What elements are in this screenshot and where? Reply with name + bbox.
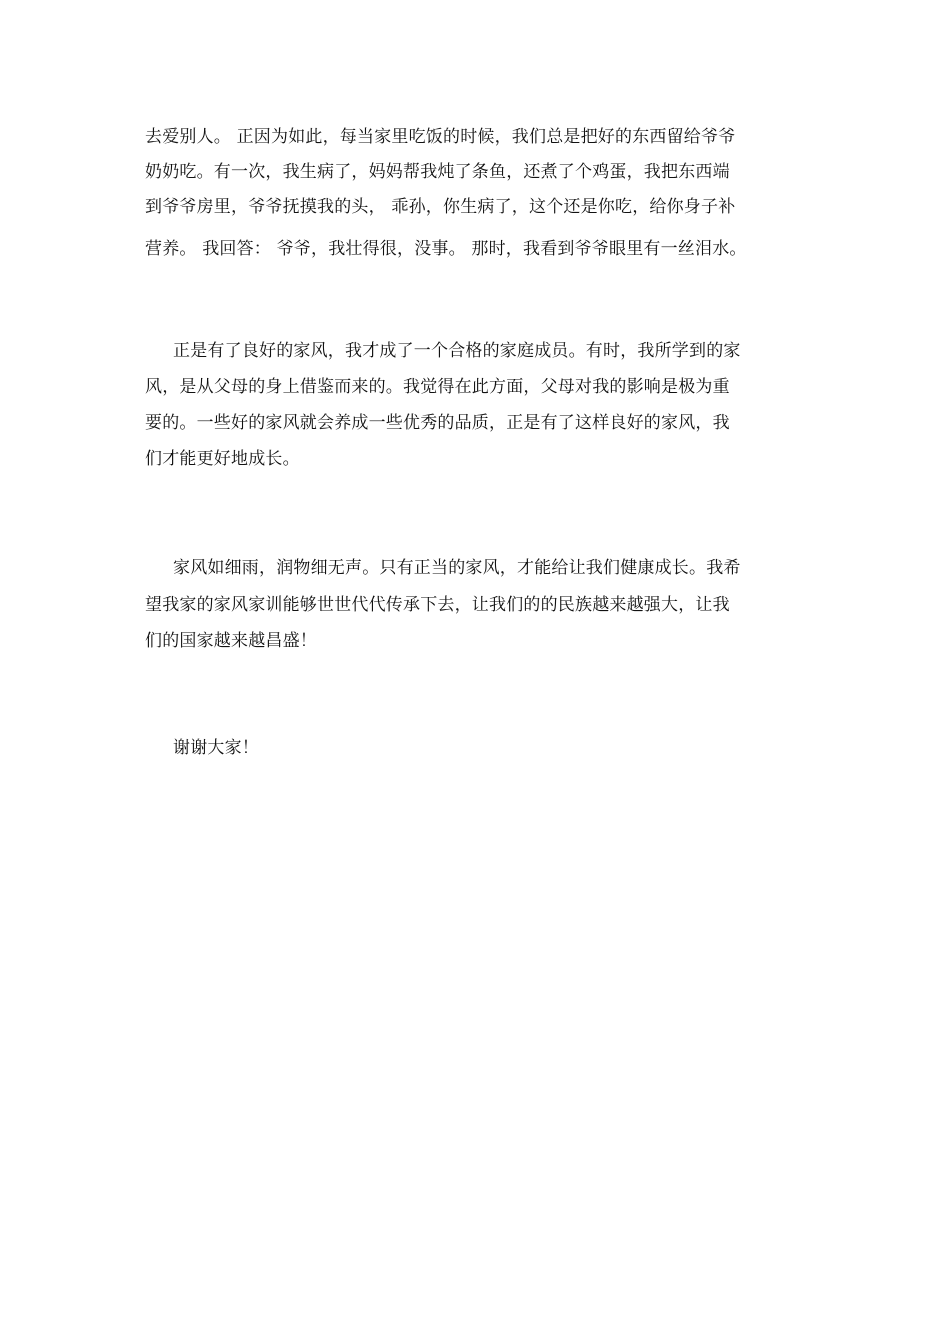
paragraph-2-line-1: 正是有了良好的家风，我才成了一个合格的家庭成员。有时，我所学到的家 [173, 341, 741, 361]
paragraph-2-line-4: 们才能更好地成长。 [145, 449, 300, 469]
paragraph-2-line-3: 要的。一些好的家风就会养成一些优秀的品质，正是有了这样良好的家风，我 [145, 413, 730, 433]
paragraph-2-line-2: 风，是从父母的身上借鉴而来的。我觉得在此方面，父母对我的影响是极为重 [145, 377, 730, 397]
paragraph-1-line-3: 到爷爷房里，爷爷抚摸我的头， 乖孙，你生病了，这个还是你吃，给你身子补 [145, 197, 736, 217]
paragraph-3-line-3: 们的国家越来越昌盛！ [145, 631, 317, 651]
paragraph-1-line-4: 营养。 我回答： 爷爷，我壮得很，没事。 那时，我看到爷爷眼里有一丝泪水。 [145, 239, 747, 259]
paragraph-1-line-1: 去爱别人。 正因为如此，每当家里吃饭的时候，我们总是把好的东西留给爷爷 [145, 127, 736, 147]
paragraph-3-line-2: 望我家的家风家训能够世世代代传承下去，让我们的的民族越来越强大，让我 [145, 595, 730, 615]
paragraph-1-line-2: 奶奶吃。有一次，我生病了，妈妈帮我炖了条鱼，还煮了个鸡蛋，我把东西端 [145, 162, 730, 182]
paragraph-3-line-1: 家风如细雨，润物细无声。只有正当的家风，才能给让我们健康成长。我希 [173, 558, 741, 578]
closing-line: 谢谢大家！ [173, 738, 259, 758]
